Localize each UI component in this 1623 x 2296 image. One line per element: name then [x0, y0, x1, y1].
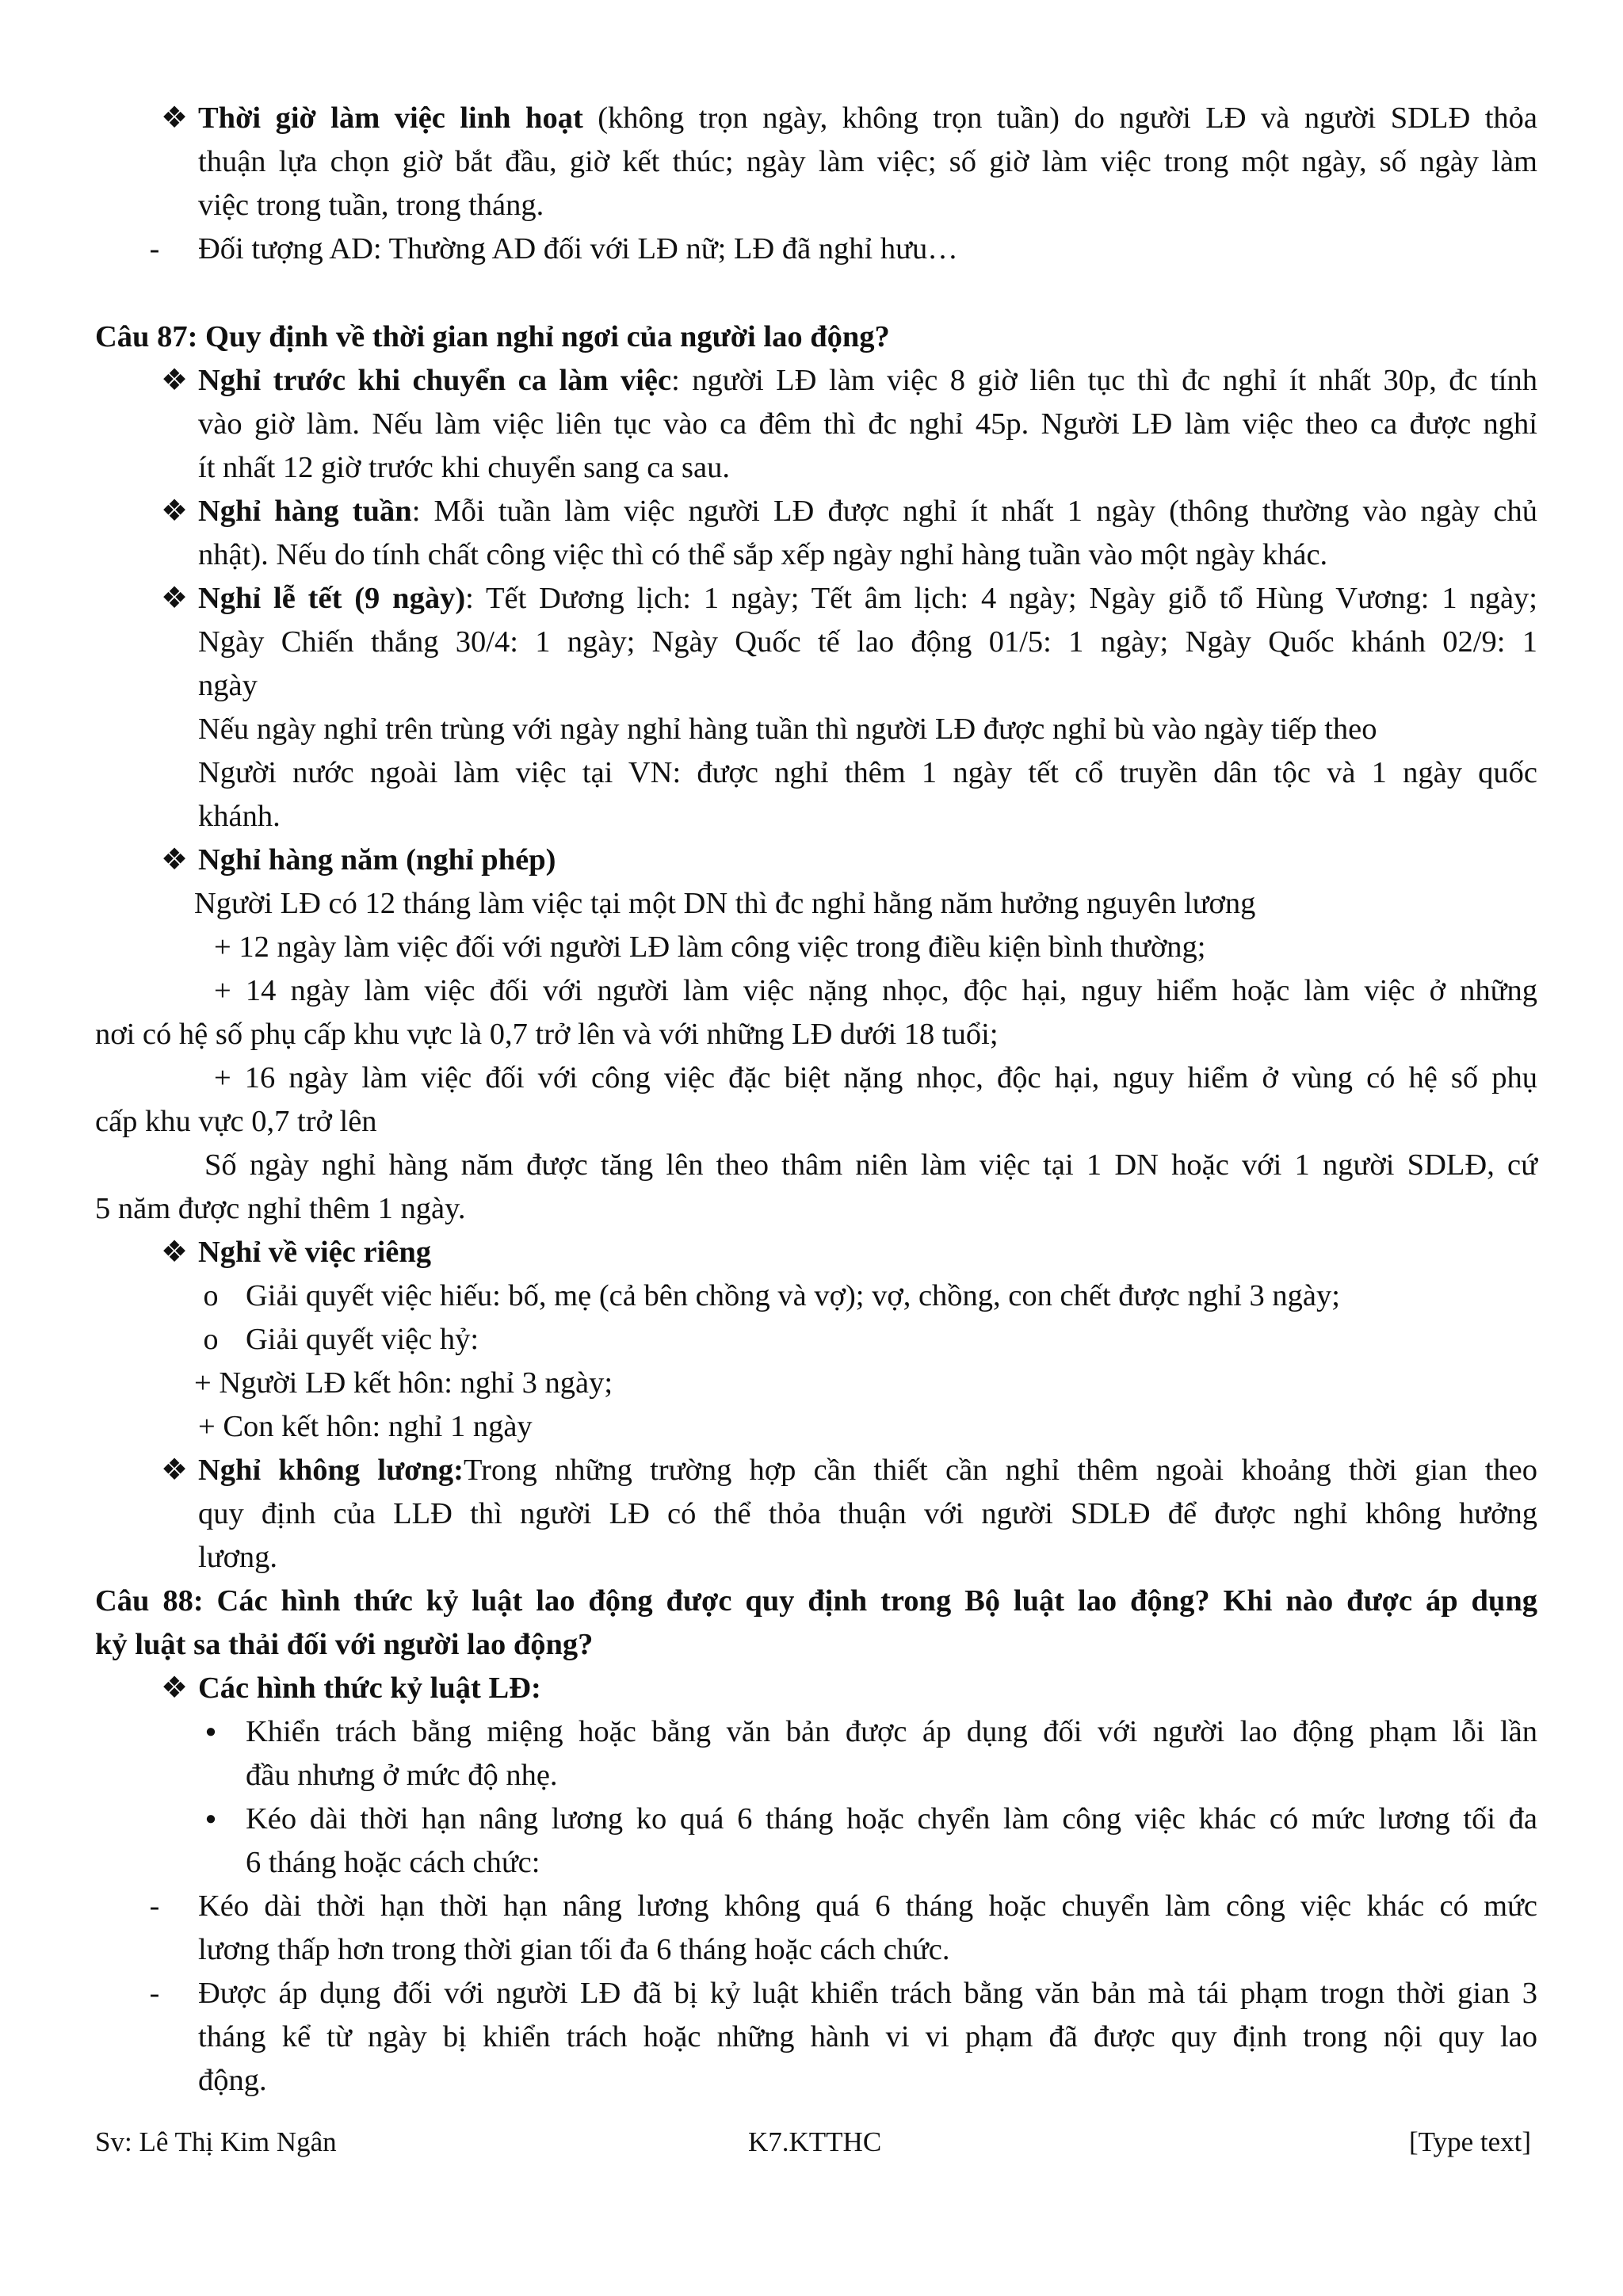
- term-heading: Nghỉ không lương:: [198, 1454, 464, 1487]
- paragraph-line: Người LĐ có 12 tháng làm việc tại một DN thì đc nghỉ hằng năm hưởng nguyên lương: [194, 887, 1256, 920]
- paragraph-text: : người LĐ làm việc 8 giờ liên tục thì đc nghỉ ít nhất 30p, đc tính: [671, 364, 1538, 397]
- paragraph-line: lương thấp hơn trong thời gian tối đa 6 tháng hoặc cách chức.: [198, 1933, 950, 1966]
- term-heading: Nghỉ hàng năm (nghỉ phép): [198, 843, 556, 877]
- paragraph-line: cấp khu vực 0,7 trở lên: [95, 1105, 377, 1138]
- round-bullet-icon: ●: [204, 1721, 217, 1742]
- paragraph-line: [198, 1449, 1537, 1492]
- term-heading: Nghỉ hàng tuần: [198, 495, 412, 528]
- paragraph-line: 6 tháng hoặc cách chức:: [246, 1846, 540, 1879]
- paragraph-line: [198, 97, 1537, 139]
- round-bullet-icon: ●: [204, 1809, 217, 1829]
- paragraph-line: Giải quyết việc hỷ:: [246, 1323, 479, 1356]
- paragraph-line: Được áp dụng đối với người LĐ đã bị kỷ luật khiển trách bằng văn bản mà tái phạm trogn thời gian 3: [198, 1977, 1537, 2010]
- paragraph-line: đầu nhưng ở mức độ nhẹ.: [246, 1759, 558, 1792]
- question-heading: kỷ luật sa thải đối với người lao động?: [95, 1628, 594, 1661]
- paragraph-line: ngày: [198, 669, 258, 702]
- paragraph-line: Khiển trách bằng miệng hoặc bằng văn bản được áp dụng đối với người lao động phạm lỗi lần: [246, 1715, 1537, 1748]
- paragraph-text: : Mỗi tuần làm việc người LĐ được nghỉ ít nhất 1 ngày (thông thường vào ngày chủ: [411, 495, 1537, 528]
- footer-author: Sv: Lê Thị Kim Ngân: [95, 2126, 337, 2157]
- paragraph-line: vào giờ làm. Nếu làm việc liên tục vào ca đêm thì đc nghỉ 45p. Người LĐ làm việc theo ca được nghỉ: [198, 407, 1537, 441]
- paragraph-text: Trong những trường hợp cần thiết cần nghỉ thêm ngoài khoảng thời gian theo: [463, 1454, 1537, 1487]
- paragraph-line: Đối tượng AD: Thường AD đối với LĐ nữ; LĐ đã nghỉ hưu…: [198, 232, 958, 266]
- paragraph-line: [198, 490, 1537, 533]
- paragraph-line: Kéo dài thời hạn thời hạn nâng lương không quá 6 tháng hoặc chuyển làm công việc khác có mức: [198, 1889, 1537, 1923]
- diamond-bullet-icon: ❖: [160, 101, 189, 135]
- paragraph-line: + Người LĐ kết hôn: nghỉ 3 ngày;: [194, 1366, 613, 1400]
- paragraph-line: Số ngày nghỉ hàng năm được tăng lên theo thâm niên làm việc tại 1 DN hoặc với 1 người SDLĐ, cứ: [204, 1148, 1537, 1182]
- diamond-bullet-icon: ❖: [160, 1671, 189, 1705]
- paragraph-line: lương.: [198, 1541, 278, 1574]
- paragraph-line: [198, 359, 1537, 402]
- term-heading: Các hình thức kỷ luật LĐ:: [198, 1671, 541, 1705]
- paragraph-line: [198, 577, 1537, 620]
- diamond-bullet-icon: ❖: [160, 582, 189, 615]
- paragraph-line: nhật). Nếu do tính chất công việc thì có thể sắp xếp ngày nghỉ hàng tuần vào một ngày khác.: [198, 538, 1328, 571]
- paragraph-line: Kéo dài thời hạn nâng lương ko quá 6 tháng hoặc chyển làm công việc khác có mức lương tối đa: [246, 1802, 1537, 1836]
- question-heading: Câu 88: Các hình thức kỷ luật lao động được quy định trong Bộ luật lao động? Khi nào được áp dụng: [95, 1584, 1537, 1618]
- paragraph-line: Nếu ngày nghỉ trên trùng với ngày nghỉ hàng tuần thì người LĐ được nghỉ bù vào ngày tiếp theo: [198, 712, 1377, 746]
- paragraph-line: việc trong tuần, trong tháng.: [198, 189, 544, 222]
- paragraph-line: tháng kể từ ngày bị khiển trách hoặc những hành vi vi phạm đã được quy định trong nội quy lao: [198, 2020, 1537, 2053]
- paragraph-line: Người nước ngoài làm việc tại VN: được nghỉ thêm 1 ngày tết cổ truyền dân tộc và 1 ngày quốc: [198, 756, 1537, 789]
- diamond-bullet-icon: ❖: [160, 1454, 189, 1487]
- dash-bullet: -: [149, 1889, 160, 1923]
- term-heading: Nghỉ lễ tết (9 ngày): [198, 582, 466, 615]
- paragraph-line: + 16 ngày làm việc đối với công việc đặc biệt nặng nhọc, độc hại, nguy hiểm ở vùng có hệ số phụ: [214, 1061, 1537, 1095]
- diamond-bullet-icon: ❖: [160, 1236, 189, 1269]
- paragraph-line: ít nhất 12 giờ trước khi chuyển sang ca sau.: [198, 451, 731, 484]
- footer-class: K7.KTTHC: [748, 2126, 882, 2157]
- term-heading: Nghỉ về việc riêng: [198, 1236, 432, 1269]
- footer-placeholder: [Type text]: [1409, 2126, 1532, 2157]
- term-heading: Nghỉ trước khi chuyển ca làm việc: [198, 364, 672, 397]
- paragraph-line: + 12 ngày làm việc đối với người LĐ làm công việc trong điều kiện bình thường;: [214, 930, 1206, 964]
- paragraph-text: (không trọn ngày, không trọn tuần) do người LĐ và người SDLĐ thỏa: [582, 101, 1537, 135]
- circle-bullet: o: [203, 1323, 219, 1356]
- paragraph-line: động.: [198, 2064, 267, 2097]
- diamond-bullet-icon: ❖: [160, 843, 189, 877]
- dash-bullet: -: [149, 1977, 160, 2010]
- dash-bullet: -: [149, 232, 160, 266]
- paragraph-line: Giải quyết việc hiếu: bố, mẹ (cả bên chồng và vợ); vợ, chồng, con chết được nghỉ 3 ngày;: [246, 1279, 1340, 1312]
- paragraph-line: thuận lựa chọn giờ bắt đầu, giờ kết thúc; ngày làm việc; số giờ làm việc trong một ngày, số ngày làm: [198, 145, 1537, 178]
- question-heading: Câu 87: Quy định về thời gian nghỉ ngơi của người lao động?: [95, 320, 890, 353]
- diamond-bullet-icon: ❖: [160, 495, 189, 528]
- paragraph-line: Ngày Chiến thắng 30/4: 1 ngày; Ngày Quốc tế lao động 01/5: 1 ngày; Ngày Quốc khánh 02/9: 1: [198, 625, 1537, 659]
- paragraph-line: nơi có hệ số phụ cấp khu vực là 0,7 trở lên và với những LĐ dưới 18 tuổi;: [95, 1018, 999, 1051]
- circle-bullet: o: [203, 1279, 219, 1312]
- paragraph-line: quy định của LLĐ thì người LĐ có thể thỏa thuận với người SDLĐ để được nghỉ không hưởng: [198, 1497, 1537, 1530]
- paragraph-line: + 14 ngày làm việc đối với người làm việc nặng nhọc, độc hại, nguy hiểm hoặc làm việc ở những: [214, 974, 1537, 1007]
- diamond-bullet-icon: ❖: [160, 364, 189, 397]
- paragraph-text: : Tết Dương lịch: 1 ngày; Tết âm lịch: 4 ngày; Ngày giỗ tổ Hùng Vương: 1 ngày;: [465, 582, 1537, 615]
- paragraph-line: 5 năm được nghỉ thêm 1 ngày.: [95, 1192, 466, 1225]
- paragraph-line: khánh.: [198, 800, 281, 833]
- term-heading: Thời giờ làm việc linh hoạt: [198, 101, 583, 135]
- paragraph-line: + Con kết hôn: nghỉ 1 ngày: [198, 1410, 533, 1443]
